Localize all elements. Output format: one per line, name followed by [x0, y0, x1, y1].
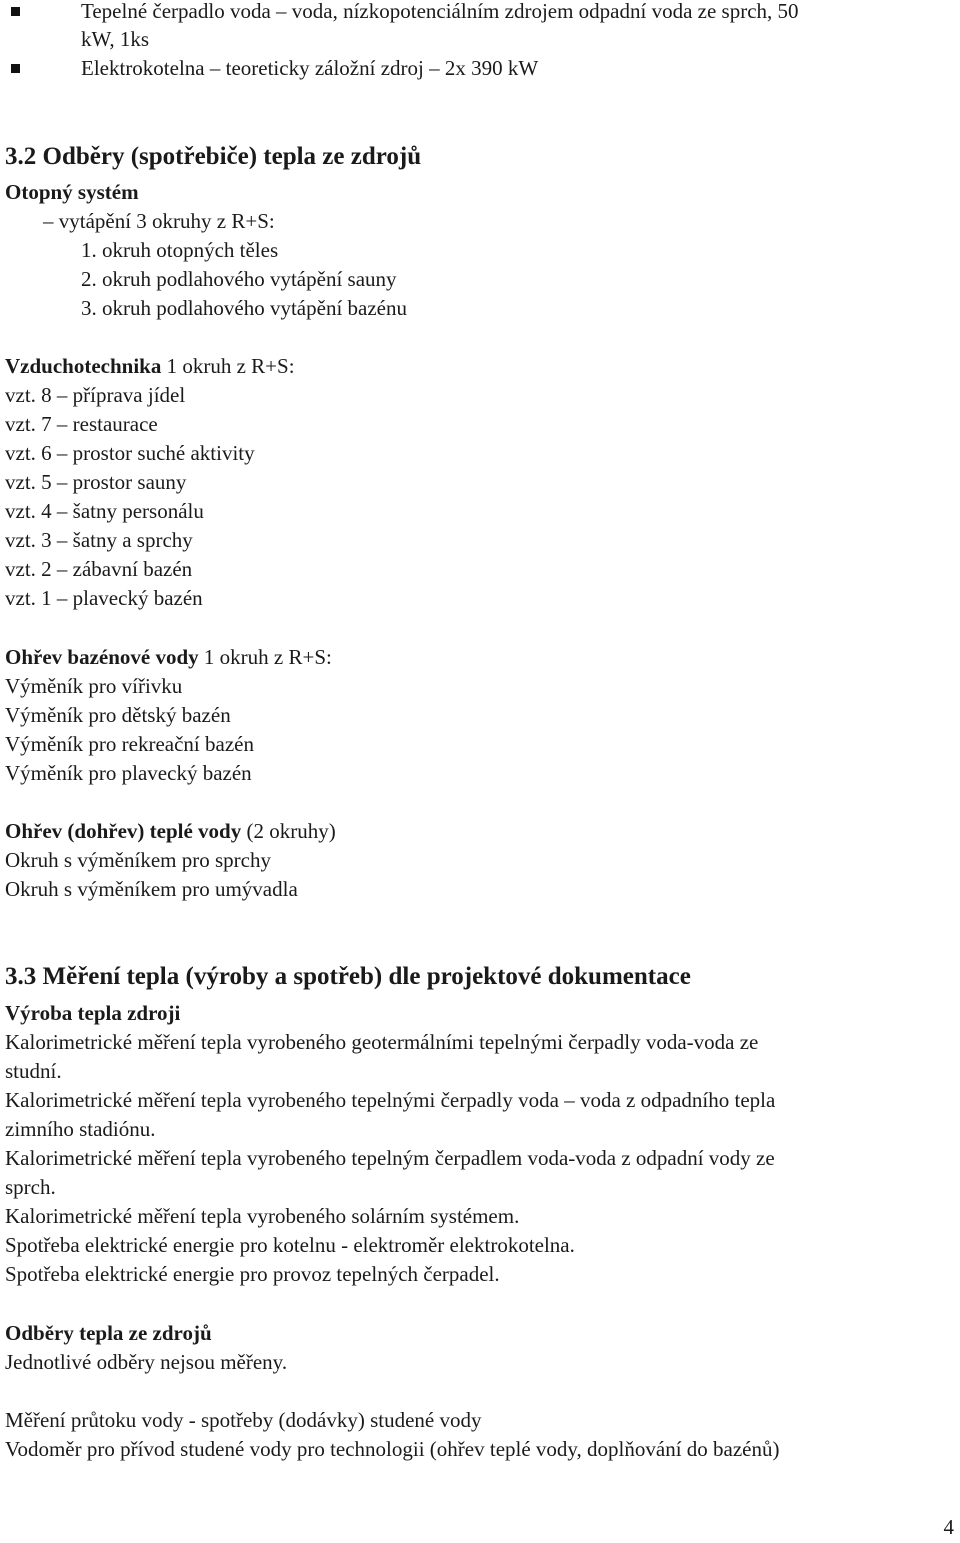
- otopny-dash-item: – vytápění 3 okruhy z R+S:: [43, 209, 275, 233]
- mereni-title: Měření průtoku vody - spotřeby (dodávky) studené vody: [5, 1408, 482, 1432]
- vyroba-line: Kalorimetrické měření tepla vyrobeného solárním systémem.: [5, 1204, 520, 1228]
- bullet-item-1: Tepelné čerpadlo voda – voda, nízkopotenciálním zdrojem odpadní voda ze sprch, 50: [81, 0, 799, 23]
- vzt-item: vzt. 5 – prostor sauny: [5, 470, 187, 494]
- vzt-title-line: [5, 352, 295, 381]
- otopny-item-1: 1. okruh otopných těles: [81, 238, 279, 262]
- ohrev-bazen-title: Ohřev bazénové vody: [5, 645, 199, 669]
- vzt-title-rest: 1 okruh z R+S:: [161, 354, 295, 378]
- vyroba-line: Kalorimetrické měření tepla vyrobeného geotermálními tepelnými čerpadly voda-voda ze: [5, 1030, 759, 1054]
- section-heading-3-3: 3.3 Měření tepla (výroby a spotřeb) dle projektové dokumentace: [5, 963, 691, 990]
- bullet-marker-icon: [11, 64, 20, 73]
- bullet-item-2: Elektrokotelna – teoreticky záložní zdroj – 2x 390 kW: [81, 56, 539, 80]
- ohrev-tv-item: Okruh s výměníkem pro umývadla: [5, 877, 298, 901]
- vzt-item: vzt. 4 – šatny personálu: [5, 499, 204, 523]
- ohrev-bazen-item: Výměník pro dětský bazén: [5, 703, 231, 727]
- vzt-item: vzt. 7 – restaurace: [5, 412, 158, 436]
- vyroba-line: studní.: [5, 1059, 62, 1083]
- ohrev-bazen-item: Výměník pro rekreační bazén: [5, 732, 254, 756]
- otopny-item-3: 3. okruh podlahového vytápění bazénu: [81, 296, 407, 320]
- ohrev-tv-title-line: [5, 817, 336, 846]
- vyroba-line: zimního stadiónu.: [5, 1117, 156, 1141]
- section-heading-3-2: 3.2 Odběry (spotřebiče) tepla ze zdrojů: [5, 143, 422, 170]
- vzt-item: vzt. 2 – zábavní bazén: [5, 557, 193, 581]
- bullet-item-1-cont: kW, 1ks: [81, 27, 150, 51]
- odbery-text: Jednotlivé odběry nejsou měřeny.: [5, 1350, 288, 1374]
- vzt-title: Vzduchotechnika: [5, 354, 162, 378]
- vyroba-line: Spotřeba elektrické energie pro kotelnu - elektroměr elektrokotelna.: [5, 1233, 575, 1257]
- ohrev-bazen-title-rest: 1 okruh z R+S:: [198, 645, 332, 669]
- vyroba-line: sprch.: [5, 1175, 56, 1199]
- vyroba-title: Výroba tepla zdroji: [5, 1001, 181, 1025]
- otopny-item-2: 2. okruh podlahového vytápění sauny: [81, 267, 397, 291]
- bullet-marker-icon: [11, 7, 20, 16]
- ohrev-bazen-item: Výměník pro vířivku: [5, 674, 183, 698]
- vzt-item: vzt. 8 – příprava jídel: [5, 383, 186, 407]
- vyroba-line: Kalorimetrické měření tepla vyrobeného tepelným čerpadlem voda-voda z odpadní vody ze: [5, 1146, 775, 1170]
- vzt-item: vzt. 1 – plavecký bazén: [5, 586, 203, 610]
- otopny-system-title: Otopný systém: [5, 180, 139, 204]
- ohrev-bazen-item: Výměník pro plavecký bazén: [5, 761, 252, 785]
- mereni-text: Vodoměr pro přívod studené vody pro technologii (ohřev teplé vody, doplňování do bazénů): [5, 1437, 780, 1461]
- ohrev-tv-item: Okruh s výměníkem pro sprchy: [5, 848, 271, 872]
- vyroba-line: Kalorimetrické měření tepla vyrobeného tepelnými čerpadly voda – voda z odpadního tepla: [5, 1088, 776, 1112]
- vzt-item: vzt. 6 – prostor suché aktivity: [5, 441, 255, 465]
- page-number: 4: [943, 1515, 954, 1539]
- vyroba-line: Spotřeba elektrické energie pro provoz tepelných čerpadel.: [5, 1262, 500, 1286]
- odbery-title: Odběry tepla ze zdrojů: [5, 1321, 212, 1345]
- ohrev-tv-title-rest: (2 okruhy): [241, 819, 336, 843]
- vzt-item: vzt. 3 – šatny a sprchy: [5, 528, 193, 552]
- ohrev-tv-title: Ohřev (dohřev) teplé vody: [5, 819, 242, 843]
- ohrev-bazen-title-line: [5, 643, 332, 672]
